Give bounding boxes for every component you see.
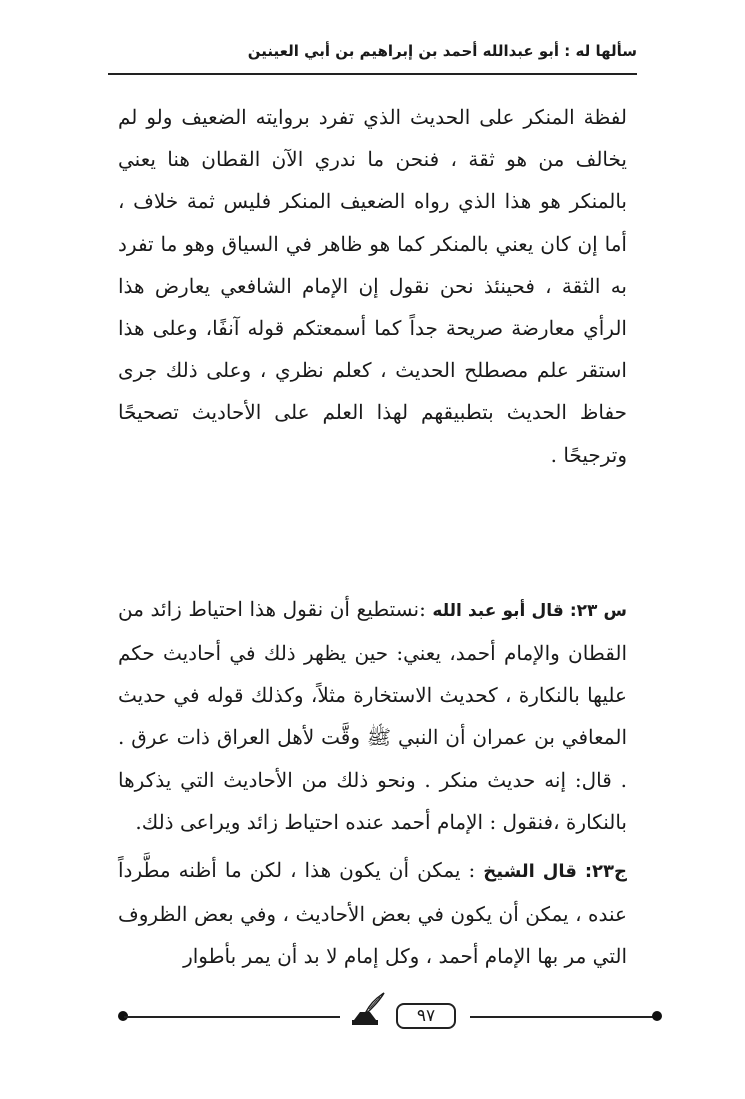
header-rule	[108, 73, 637, 75]
page-number: ٩٧	[396, 1003, 456, 1029]
footer-rule-left	[124, 1016, 340, 1018]
answer-text: : يمكن أن يكون هذا ، لكن ما أظنه مطَّرداً عنده ، يمكن أن يكون في بعض الأحاديث ، وفي بعض الظروف التي مر بها الإمام أحمد ، وكل إمام لا بد أن يمر بأطوار	[118, 858, 627, 969]
running-header: سألها له : أبو عبدالله أحمد بن إبراهيم بن أبي العينين	[247, 42, 637, 60]
page-body	[118, 96, 627, 978]
question-label: س ٢٣: قال أبو عبد الله	[432, 600, 627, 621]
footer-dot-right	[652, 1011, 662, 1021]
footer-rule-right	[470, 1016, 654, 1018]
question-text: :نستطيع أن نقول هذا احتياط زائد من القطان والإمام أحمد، يعني: حين يظهر ذلك في أحاديث حكم عليها بالنكارة ، كحديث الاستخارة مثلاً، وكذلك قوله في حديث المعافي بن عمران أن النبي ﷺ وقَّت لأهل العراق ذات عرق . . قال: إنه حديث منكر . ونحو ذلك من الأحاديث التي يذكرها بالنكارة ،فنقول : الإمام أحمد عنده احتياط زائد ويراعى ذلك.	[118, 596, 627, 834]
paragraph-1: لفظة المنكر على الحديث الذي تفرد بروايته الضعيف ولو لم يخالف من هو ثقة ، فنحن ما ندري الآن القطان هنا يعني بالمنكر هو هذا الذي رواه الضعيف المنكر فليس ثمة خلاف ، أما إن كان يعني بالمنكر كما هو ظاهر في السياق وهو ما تفرد به الثقة ، فحينئذ نحن نقول إن الإمام الشافعي يعارض هذا الرأي معارضة صريحة جداً كما أسمعتكم قوله آنفًا، وعلى هذا استقر علم مصطلح الحديث ، كعلم نظري ، وعلى ذلك جرى حفاظ الحديث بتطبيقهم لهذا العلم على الأحاديث تصحيحًا وترجيحًا .	[118, 105, 627, 467]
question-23	[118, 588, 627, 843]
section-gap	[118, 476, 627, 588]
answer-label: ج٢٣: قال الشيخ	[483, 861, 627, 883]
answer-23	[118, 849, 627, 978]
inkwell-quill-icon	[346, 990, 386, 1030]
